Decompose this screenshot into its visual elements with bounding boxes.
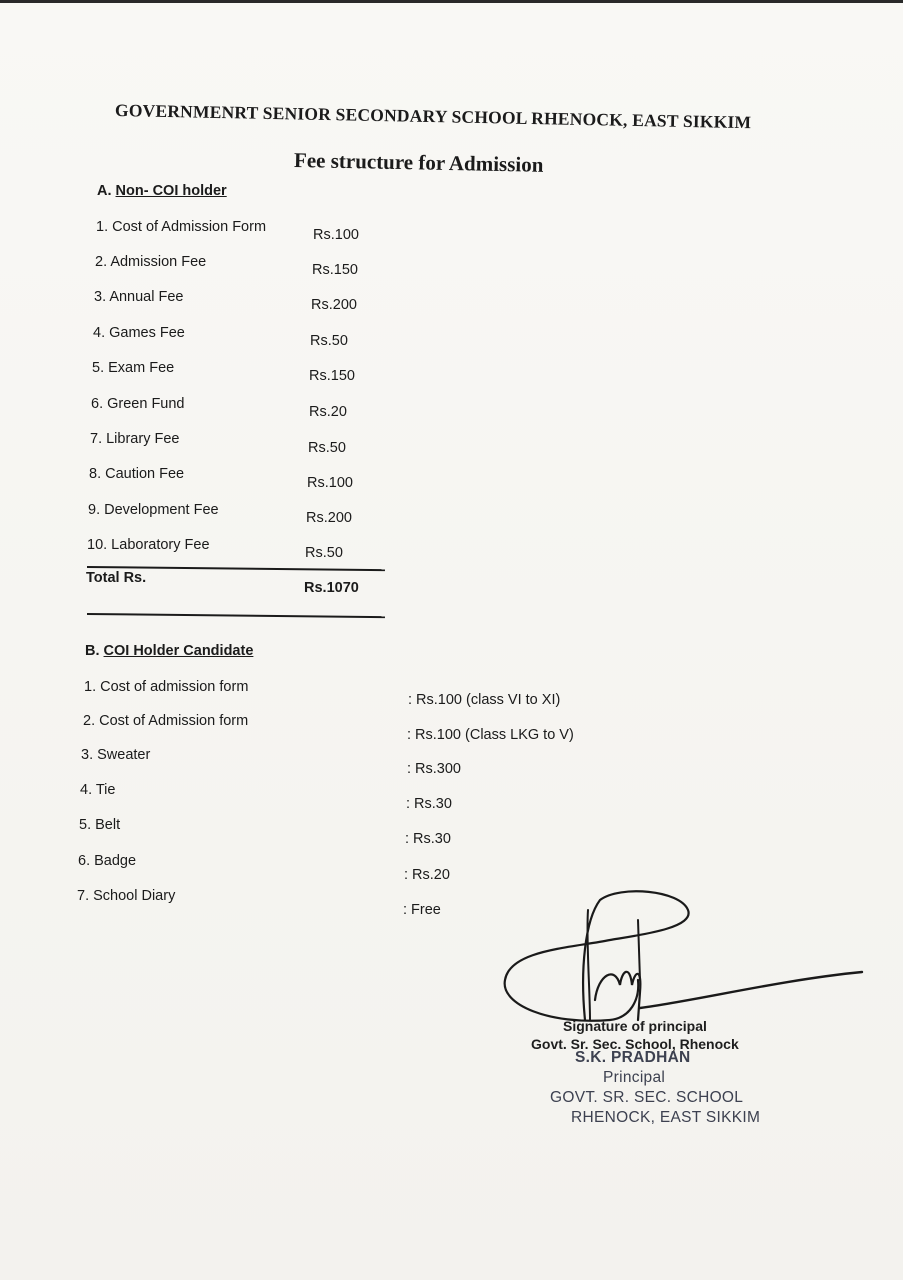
fee-row-label: 5. Exam Fee bbox=[92, 360, 175, 376]
fee-row-value: : Rs.30 bbox=[405, 831, 451, 847]
fee-row-label: 2. Admission Fee bbox=[95, 254, 207, 270]
section-b-heading bbox=[85, 643, 253, 659]
fee-row-value: Rs.100 bbox=[307, 475, 353, 491]
fee-row-label: 7. Library Fee bbox=[90, 431, 180, 447]
total-bottom-rule bbox=[87, 613, 385, 618]
stamp-role: Principal bbox=[603, 1069, 666, 1086]
scan-edge bbox=[0, 0, 903, 3]
signature-school: Govt. Sr. Sec. School, Rhenock bbox=[531, 1036, 739, 1052]
fee-row-label: 6. Green Fund bbox=[91, 396, 185, 412]
fee-row-value: : Free bbox=[403, 902, 441, 918]
fee-row-value: Rs.50 bbox=[305, 545, 343, 561]
fee-row-value: Rs.200 bbox=[306, 510, 352, 526]
fee-row-value: : Rs.30 bbox=[406, 796, 452, 812]
fee-row-label: 5. Belt bbox=[79, 817, 121, 833]
total-label: Total Rs. bbox=[86, 570, 147, 586]
fee-row-label: 9. Development Fee bbox=[88, 502, 219, 518]
stamp-line1: GOVT. SR. SEC. SCHOOL bbox=[550, 1089, 744, 1106]
fee-row-value: : Rs.300 bbox=[407, 761, 461, 777]
fee-row-label: 8. Caution Fee bbox=[89, 466, 185, 482]
fee-row-value: Rs.150 bbox=[312, 262, 358, 278]
fee-row-label: 6. Badge bbox=[78, 853, 137, 869]
fee-row-value: : Rs.20 bbox=[404, 867, 450, 883]
section-b-title: COI Holder Candidate bbox=[103, 643, 254, 659]
fee-row-value: Rs.50 bbox=[308, 440, 346, 456]
fee-row-value: Rs.100 bbox=[313, 227, 359, 243]
fee-row-value: Rs.150 bbox=[309, 368, 355, 384]
fee-row-value: Rs.50 bbox=[310, 333, 348, 349]
document-title: Fee structure for Admission bbox=[293, 148, 544, 177]
fee-row-value: Rs.20 bbox=[309, 404, 347, 420]
school-name: GOVERNMENRT SENIOR SECONDARY SCHOOL RHENOCK, EAST SIKKIM bbox=[114, 100, 752, 133]
fee-row-label: 1. Cost of admission form bbox=[84, 679, 249, 695]
principal-signature bbox=[490, 880, 870, 1030]
section-a-prefix: A. bbox=[97, 183, 112, 199]
stamp-line2: RHENOCK, EAST SIKKIM bbox=[571, 1109, 761, 1126]
section-b-prefix: B. bbox=[85, 643, 100, 659]
fee-row-label: 4. Tie bbox=[80, 782, 116, 798]
fee-row-label: 3. Sweater bbox=[81, 747, 151, 763]
stamp-name: S.K. PRADHAN bbox=[575, 1049, 691, 1066]
fee-row-label: 3. Annual Fee bbox=[94, 289, 184, 305]
section-a-title: Non- COI holder bbox=[115, 183, 227, 199]
signature-caption: Signature of principal bbox=[563, 1018, 707, 1034]
fee-row-label: 7. School Diary bbox=[77, 888, 176, 904]
fee-row-label: 10. Laboratory Fee bbox=[87, 537, 210, 553]
fee-row-value: : Rs.100 (Class LKG to V) bbox=[407, 727, 574, 743]
fee-row-label: 2. Cost of Admission form bbox=[83, 713, 249, 729]
fee-row-label: 4. Games Fee bbox=[93, 325, 185, 341]
fee-row-value: Rs.200 bbox=[311, 297, 357, 313]
section-a-heading bbox=[97, 183, 227, 199]
fee-row-label: 1. Cost of Admission Form bbox=[96, 219, 267, 235]
total-value: Rs.1070 bbox=[304, 580, 359, 596]
fee-row-value: : Rs.100 (class VI to XI) bbox=[408, 692, 561, 708]
